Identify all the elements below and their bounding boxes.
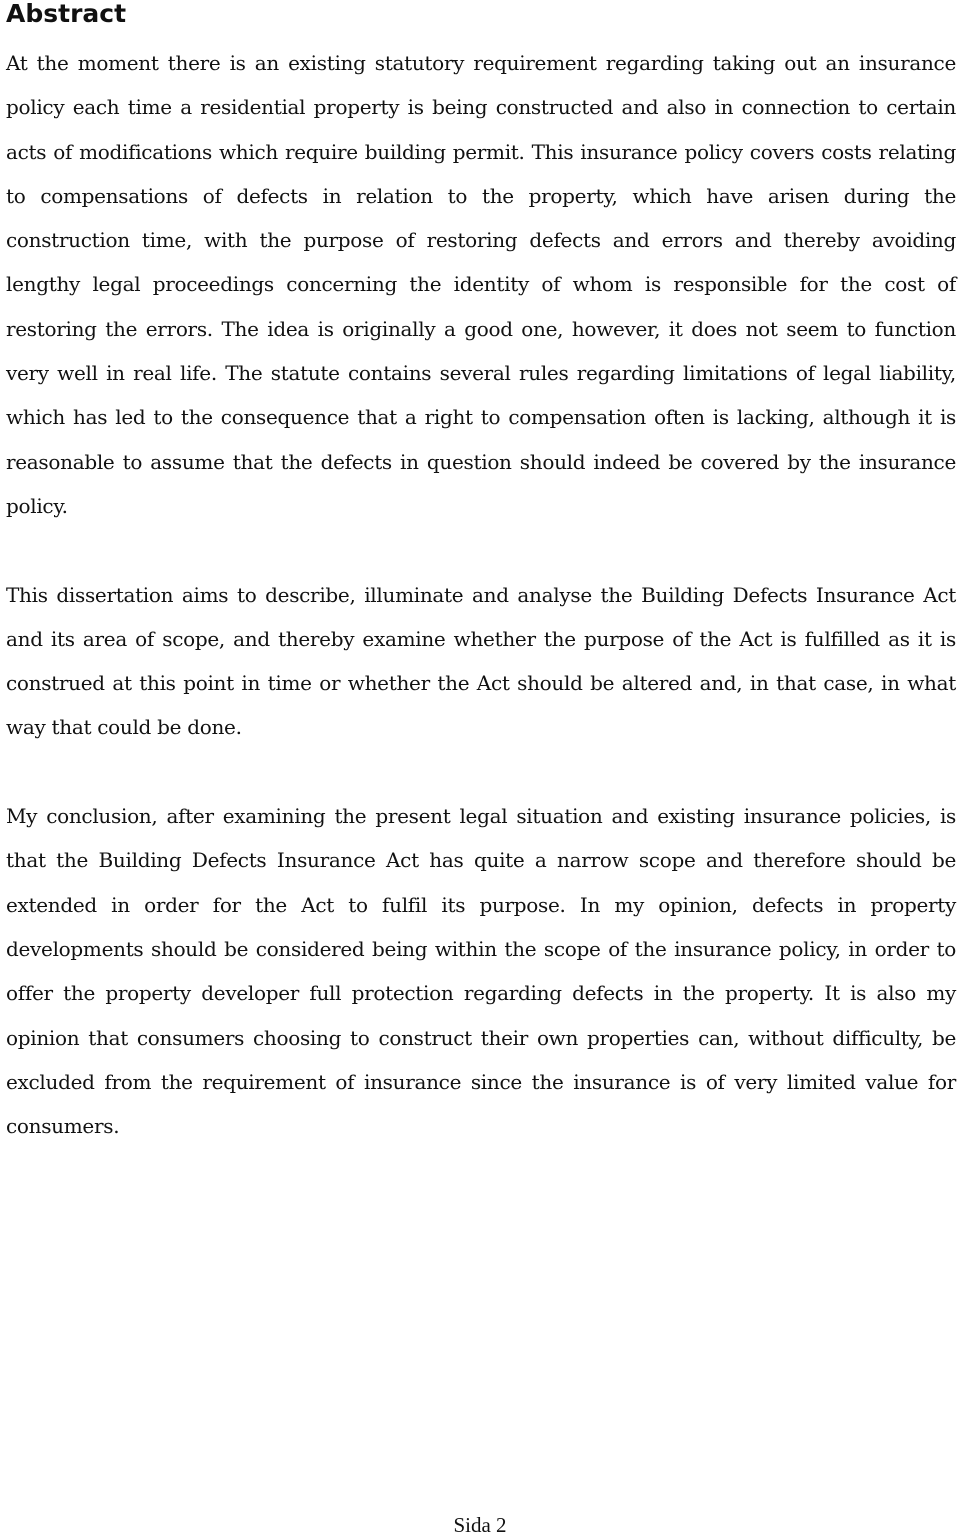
paragraph-2: This dissertation aims to describe, illuminate and analyse the Building Defects Insurance Act and its area of scope, and thereby examine whether the purpose of the Act is fulfilled as it is construed at this point in time or whether the Act should be altered and, in that case, in what way that could be done.: [6, 582, 956, 740]
abstract-body: [6, 41, 956, 1148]
page-number: Sida 2: [453, 1513, 507, 1537]
abstract-heading: Abstract: [6, 0, 127, 28]
paragraph-1: At the moment there is an existing statutory requirement regarding taking out an insurance policy each time a residential property is being constructed and also in connection to certain acts of modifications which require building permit. This insurance policy covers costs relating to compensations of defects in relation to the property, which have arisen during the construction time, with the purpose of restoring defects and errors and thereby avoiding lengthy legal proceedings concerning the identity of whom is responsible for the cost of restoring the errors. The idea is originally a good one, however, it does not seem to function very well in real life. The statute contains several rules regarding limitations of legal liability, which has led to the consequence that a right to compensation often is lacking, although it is reasonable to assume that the defects in question should indeed be covered by the insurance policy.: [6, 51, 956, 518]
paragraph-3: My conclusion, after examining the present legal situation and existing insurance policies, is that the Building Defects Insurance Act has quite a narrow scope and therefore should be extended in order for the Act to fulfil its purpose. In my opinion, defects in property developments should be considered being within the scope of the insurance policy, in order to offer the property developer full protection regarding defects in the property. It is also my opinion that consumers choosing to construct their own properties can, without difficulty, be excluded from the requirement of insurance since the insurance is of very limited value for consumers.: [6, 804, 956, 1139]
